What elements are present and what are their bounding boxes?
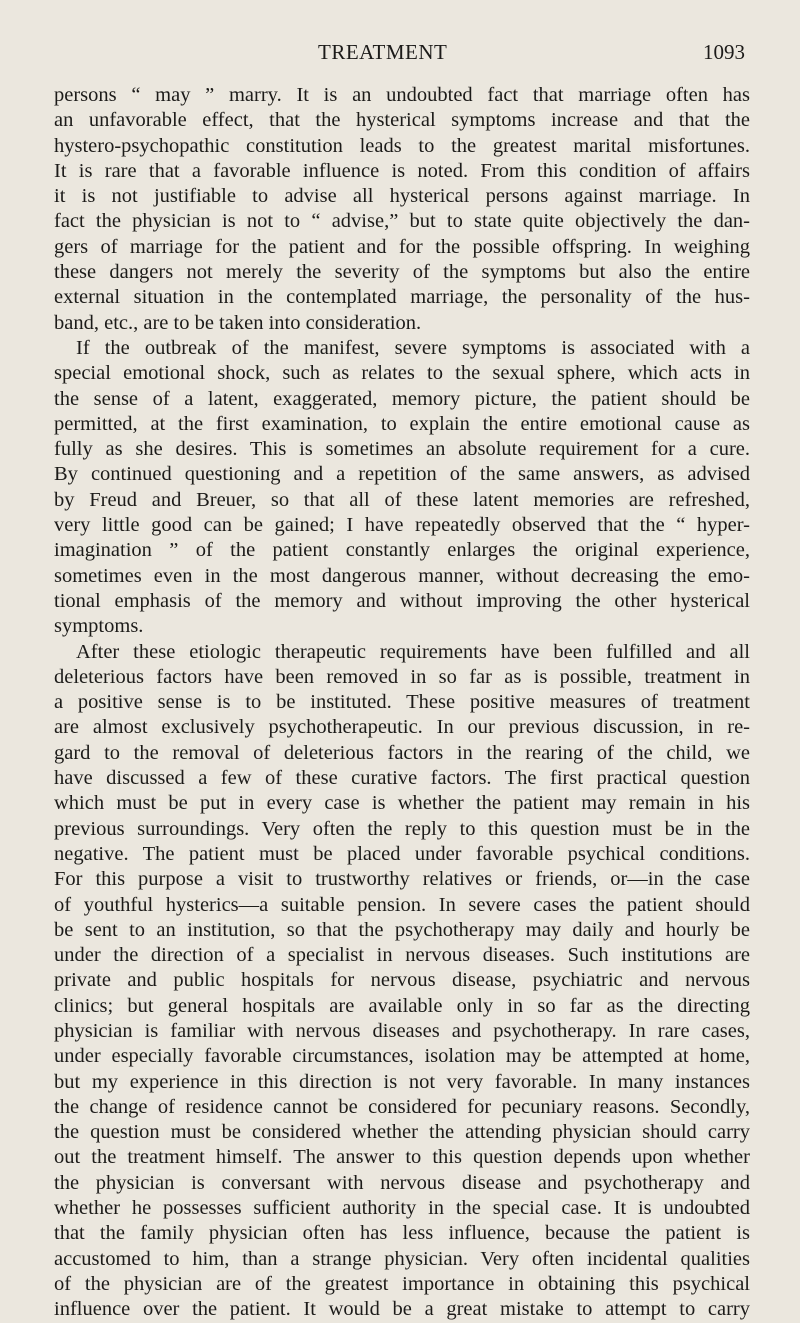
text-line: By continued questioning and a repetition of the same answers, as advised — [54, 463, 750, 486]
text-line: the physician is conversant with nervous disease and psychotherapy and — [54, 1171, 750, 1194]
text-line: physician is familiar with nervous diseases and psychotherapy. In rare cases, — [54, 1019, 750, 1042]
text-line: private and public hospitals for nervous disease, psychiatric and nervous — [54, 969, 750, 992]
text-line: the question must be considered whether the attending physician should carry — [54, 1121, 750, 1144]
text-line: be sent to an institution, so that the psychotherapy may daily and hourly be — [54, 918, 750, 941]
text-line: but my experience in this direction is not very favorable. In many instances — [54, 1070, 750, 1093]
text-line: under the direction of a specialist in nervous diseases. Such institutions are — [54, 944, 750, 967]
text-line: have discussed a few of these curative factors. The first practical question — [54, 767, 750, 790]
text-line: tional emphasis of the memory and without improving the other hysterical — [54, 589, 750, 612]
text-line: fact the physician is not to “ advise,” but to state quite objectively the dan- — [54, 210, 750, 233]
text-line: by Freud and Breuer, so that all of these latent memories are refreshed, — [54, 488, 750, 511]
text-line: It is rare that a favorable influence is noted. From this condition of affairs — [54, 159, 750, 182]
text-line: which must be put in every case is whether the patient may remain in his — [54, 792, 750, 815]
text-line: a positive sense is to be instituted. These positive measures of treatment — [54, 691, 750, 714]
text-line: band, etc., are to be taken into consideration. — [54, 311, 422, 334]
page-number: 1093 — [703, 40, 745, 64]
text-line: an unfavorable effect, that the hysterical symptoms increase and that the — [54, 109, 750, 132]
text-line: imagination ” of the patient constantly enlarges the original experience, — [54, 539, 750, 562]
text-line: of the physician are of the greatest importance in obtaining this psychical — [54, 1272, 750, 1295]
body-text — [54, 83, 750, 1323]
text-line: deleterious factors have been removed in so far as is possible, treatment in — [54, 665, 750, 688]
text-line: the sense of a latent, exaggerated, memory picture, the patient should be — [54, 387, 750, 410]
text-line: fully as she desires. This is sometimes an absolute requirement for a cure. — [54, 438, 750, 461]
text-line: of youthful hysterics—a suitable pension. In severe cases the patient should — [54, 893, 750, 916]
text-line: out the treatment himself. The answer to this question depends upon whether — [54, 1146, 750, 1169]
text-line: gard to the removal of deleterious factors in the rearing of the child, we — [54, 741, 750, 764]
text-line: previous surroundings. Very often the reply to this question must be in the — [54, 817, 750, 840]
text-line: that the family physician often has less influence, because the patient is — [54, 1222, 750, 1245]
text-line: symptoms. — [54, 615, 144, 638]
text-line: negative. The patient must be placed under favorable psychical conditions. — [54, 842, 750, 865]
text-line: accustomed to him, than a strange physician. Very often incidental qualities — [54, 1247, 750, 1270]
text-line: very little good can be gained; I have repeatedly observed that the “ hyper- — [54, 514, 750, 537]
text-line: sometimes even in the most dangerous manner, without decreasing the emo- — [54, 564, 750, 587]
text-line: permitted, at the first examination, to explain the entire emotional cause as — [54, 412, 750, 435]
text-line: it is not justifiable to advise all hysterical persons against marriage. In — [54, 185, 750, 208]
text-line: under especially favorable circumstances, isolation may be attempted at home, — [54, 1045, 750, 1068]
text-line: influence over the patient. It would be a great mistake to attempt to carry — [54, 1298, 750, 1321]
text-line: clinics; but general hospitals are available only in so far as the directing — [54, 994, 750, 1017]
text-line: hystero-psychopathic constitution leads to the greatest marital misfortunes. — [54, 134, 750, 157]
text-line: For this purpose a visit to trustworthy relatives or friends, or—in the case — [54, 868, 750, 891]
text-line: these dangers not merely the severity of the symptoms but also the entire — [54, 261, 750, 284]
text-line: persons “ may ” marry. It is an undoubted fact that marriage often has — [54, 84, 750, 106]
text-line: external situation in the contemplated marriage, the personality of the hus- — [54, 286, 750, 309]
text-line: special emotional shock, such as relates to the sexual sphere, which acts in — [54, 362, 750, 385]
text-line: are almost exclusively psychotherapeutic. In our previous discussion, in re- — [54, 716, 750, 739]
text-line: If the outbreak of the manifest, severe symptoms is associated with a — [76, 336, 750, 359]
text-line: the change of residence cannot be considered for pecuniary reasons. Secondly, — [54, 1095, 750, 1118]
running-head-title: TREATMENT — [318, 40, 448, 64]
text-line: gers of marriage for the patient and for the possible offspring. In weighing — [54, 235, 750, 258]
text-line: After these etiologic therapeutic requirements have been fulfilled and all — [76, 640, 750, 663]
text-line: whether he possesses sufficient authority in the special case. It is undoubted — [54, 1197, 750, 1220]
